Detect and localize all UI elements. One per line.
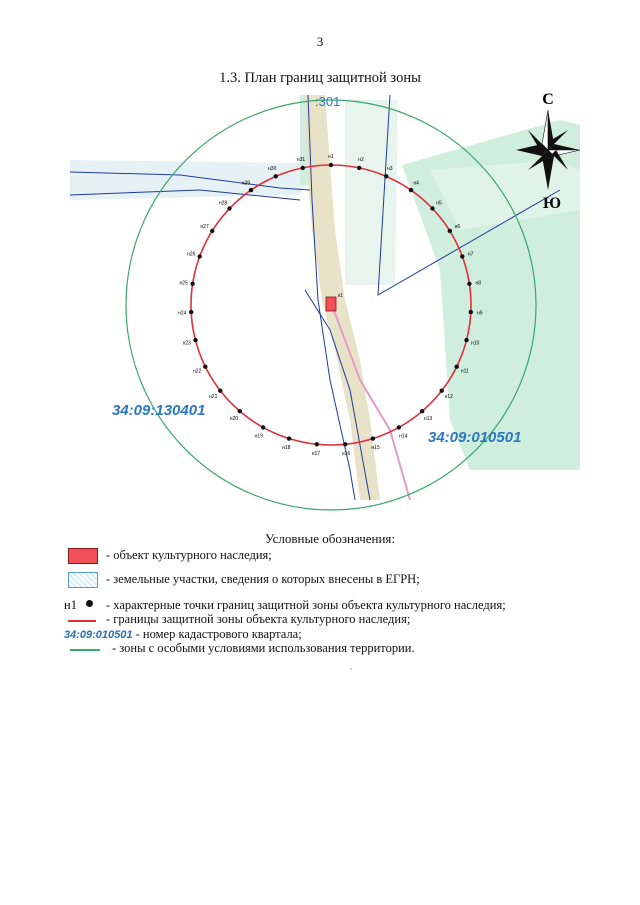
scan-mark: ,: [350, 662, 352, 671]
boundary-point-н24: [189, 310, 193, 314]
boundary-point-label: н4: [413, 180, 419, 187]
boundary-point-label: н22: [193, 368, 202, 375]
legend-object-swatch: [68, 548, 98, 564]
legend-parcels-text: - земельные участки, сведения о которых внесены в ЕГРН;: [106, 572, 420, 586]
boundary-point-label: н14: [399, 433, 408, 440]
boundary-point-label: н12: [444, 394, 453, 401]
boundary-point-label: н9: [477, 310, 483, 317]
page-number: 3: [316, 34, 324, 49]
boundary-point-label: н6: [454, 224, 461, 231]
boundary-point-н3: [384, 174, 388, 178]
boundary-point-label: н5: [436, 200, 442, 207]
boundary-point-н28: [227, 206, 231, 210]
boundary-point-н17: [315, 442, 319, 446]
boundary-point-н8: [467, 282, 471, 286]
plan-title: 1.3. План границ защитной зоны: [219, 70, 421, 86]
boundary-point-label: н25: [179, 280, 188, 287]
boundary-point-н30: [274, 174, 278, 178]
boundary-point-н16: [343, 442, 347, 446]
legend-zone-line: [70, 649, 100, 651]
boundary-point-label: н31: [296, 157, 306, 164]
legend-zones-text: - зоны с особыми условиями использования территории.: [112, 641, 415, 655]
boundary-point-н15: [371, 436, 375, 440]
legend-point-icon: [86, 600, 93, 607]
boundary-point-н9: [469, 310, 473, 314]
boundary-point-label: н21: [209, 394, 218, 401]
boundary-point-н14: [397, 425, 401, 429]
boundary-point-н7: [460, 254, 464, 258]
boundary-point-label: н3: [387, 166, 393, 173]
boundary-point-label: н30: [268, 166, 277, 173]
boundary-point-н21: [218, 389, 222, 393]
boundary-point-label: н1: [328, 154, 334, 160]
boundary-point-label: н19: [254, 433, 263, 440]
boundary-point-н6: [448, 229, 452, 233]
boundary-point-н31: [301, 166, 305, 170]
boundary-point-н25: [190, 282, 194, 286]
boundary-point-н26: [198, 254, 202, 258]
boundary-point-н5: [430, 206, 434, 210]
legend-quarter-text: - номер кадастрового квартала;: [135, 627, 302, 641]
boundary-point-н11: [455, 365, 459, 369]
boundary-point-label: н13: [423, 416, 433, 423]
boundary-point-label: н8: [475, 280, 482, 287]
boundary-point-н2: [357, 166, 361, 170]
boundary-point-label: н11: [460, 368, 469, 375]
boundary-point-label: н17: [311, 451, 321, 458]
quarter-label-top: :301: [315, 94, 341, 109]
compass-south-label: Ю: [542, 195, 562, 212]
boundary-point-label: н10: [471, 340, 480, 347]
boundary-point-label: н27: [200, 224, 209, 231]
boundary-point-н29: [249, 188, 253, 192]
quarter-label-left: 34:09:130401: [112, 402, 206, 419]
boundary-point-н10: [464, 338, 468, 342]
boundary-point-label: н15: [371, 445, 380, 452]
boundary-point-н13: [420, 409, 424, 413]
boundary-point-label: н20: [229, 416, 239, 423]
legend-points-text: - характерные точки границ защитной зоны объекта культурного наследия;: [106, 598, 506, 612]
legend-quarter-sample: 34:09:010501: [64, 629, 133, 641]
boundary-point-н27: [210, 229, 214, 233]
legend-points-sample-label: н1: [64, 598, 77, 612]
boundary-point-label: н24: [178, 310, 187, 317]
boundary-point-н1: [329, 163, 333, 167]
legend-object-text: - объект культурного наследия;: [106, 548, 272, 562]
compass-north-label: С: [542, 91, 554, 108]
quarter-label-right: 34:09:010501: [428, 429, 522, 446]
boundary-point-label: н29: [241, 180, 251, 187]
legend-title: Условные обозначения:: [265, 531, 396, 546]
boundary-point-н19: [261, 425, 265, 429]
boundary-point-н23: [193, 338, 197, 342]
boundary-point-н20: [238, 409, 242, 413]
boundary-point-label: н18: [282, 445, 291, 452]
boundary-point-label: н7: [467, 251, 474, 258]
legend-boundary-line: [68, 620, 96, 622]
legend-boundary-text: - границы защитной зоны объекта культурного наследия;: [106, 612, 411, 626]
boundary-point-label: н2: [358, 157, 364, 164]
boundary-point-label: н28: [218, 200, 228, 207]
object-mark-label: к1: [338, 293, 343, 299]
boundary-point-label: н23: [182, 340, 191, 347]
boundary-point-label: н16: [341, 451, 351, 458]
boundary-point-н12: [440, 389, 444, 393]
boundary-point-н22: [203, 365, 207, 369]
boundary-point-label: н26: [187, 251, 196, 258]
boundary-point-н18: [287, 436, 291, 440]
legend-parcels-swatch: [68, 572, 98, 588]
boundary-point-н4: [409, 188, 413, 192]
